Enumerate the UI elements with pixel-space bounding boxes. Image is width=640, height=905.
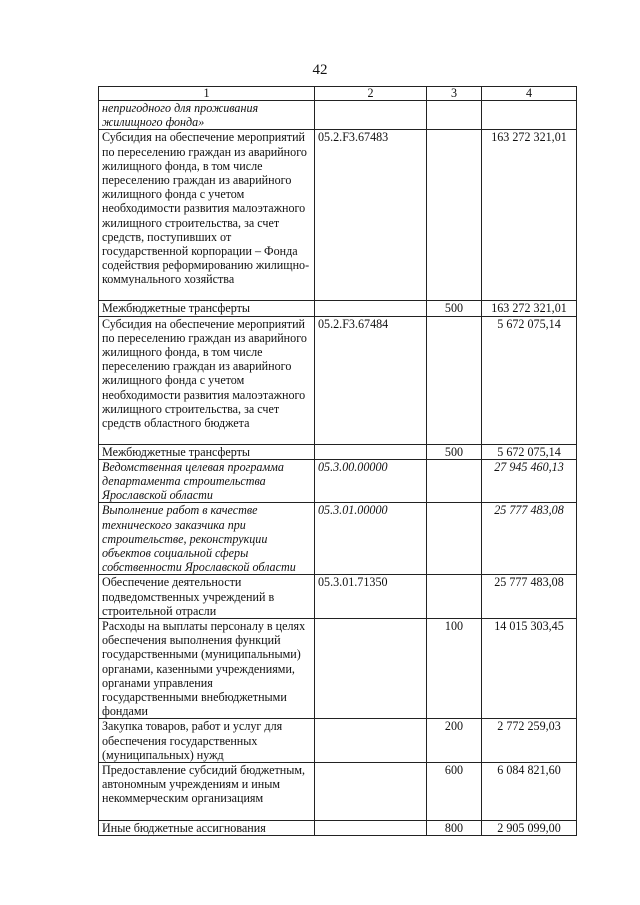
- table-row: [99, 459, 577, 503]
- row-sum: 14 015 303,45: [482, 619, 577, 719]
- row-type: [427, 503, 482, 575]
- row-sum: 5 672 075,14: [482, 444, 577, 459]
- table-row: [99, 763, 577, 821]
- table-row: [99, 316, 577, 444]
- row-type: [427, 575, 482, 619]
- table-row: [99, 301, 577, 316]
- row-name: Субсидия на обеспечение мероприятий по переселению граждан из аварийного жилищного фонда, в том числе переселению граждан из аварийного жилищного фонда с учетом необходимости развития малоэтажного жилищного строительства, за счет средств областного бюджета: [99, 316, 315, 444]
- budget-table: [98, 86, 577, 836]
- row-type: 100: [427, 619, 482, 719]
- row-type: 500: [427, 301, 482, 316]
- table-row: [99, 444, 577, 459]
- row-sum: 6 084 821,60: [482, 763, 577, 821]
- row-code: 05.3.01.00000: [315, 503, 427, 575]
- row-sum: 2 905 099,00: [482, 821, 577, 836]
- row-type: 500: [427, 444, 482, 459]
- row-sum: 2 772 259,03: [482, 719, 577, 763]
- row-name: Ведомственная целевая программа департамента строительства Ярославской области: [99, 459, 315, 503]
- row-code: 05.3.01.71350: [315, 575, 427, 619]
- row-name: Обеспечение деятельности подведомственных учреждений в строительной отрасли: [99, 575, 315, 619]
- row-type: 200: [427, 719, 482, 763]
- row-sum: 5 672 075,14: [482, 316, 577, 444]
- row-name: Межбюджетные трансферты: [99, 444, 315, 459]
- row-code: [315, 101, 427, 130]
- row-sum: 163 272 321,01: [482, 130, 577, 301]
- table-row: [99, 130, 577, 301]
- row-type: 600: [427, 763, 482, 821]
- row-name: Межбюджетные трансферты: [99, 301, 315, 316]
- row-sum: 27 945 460,13: [482, 459, 577, 503]
- row-sum: 163 272 321,01: [482, 301, 577, 316]
- table-row: [99, 503, 577, 575]
- column-header: 4: [482, 87, 577, 101]
- row-code: [315, 763, 427, 821]
- row-code: 05.3.00.00000: [315, 459, 427, 503]
- row-name: Закупка товаров, работ и услуг для обеспечения государственных (муниципальных) нужд: [99, 719, 315, 763]
- row-type: 800: [427, 821, 482, 836]
- row-name: Субсидия на обеспечение мероприятий по переселению граждан из аварийного жилищного фонда, в том числе переселению граждан из аварийного жилищного фонда с учетом необходимости развития малоэтажного жилищного строительства, за счет средств, поступивших от государственной корпорации – Фонда содействия реформированию жилищно-коммунального хозяйства: [99, 130, 315, 301]
- table-row: [99, 575, 577, 619]
- row-sum: [482, 101, 577, 130]
- column-header: 1: [99, 87, 315, 101]
- table-row: [99, 101, 577, 130]
- row-code: [315, 619, 427, 719]
- row-name: Выполнение работ в качестве технического заказчика при строительстве, реконструкции объектов социальной сферы собственности Ярославской области: [99, 503, 315, 575]
- row-type: [427, 316, 482, 444]
- row-sum: 25 777 483,08: [482, 575, 577, 619]
- row-code: 05.2.F3.67483: [315, 130, 427, 301]
- table-row: [99, 821, 577, 836]
- row-code: 05.2.F3.67484: [315, 316, 427, 444]
- row-type: [427, 459, 482, 503]
- row-code: [315, 444, 427, 459]
- row-code: [315, 719, 427, 763]
- row-name: Расходы на выплаты персоналу в целях обеспечения выполнения функций государственными (муниципальными) органами, казенными учреждениями, органами управления государственными внебюджетными фондами: [99, 619, 315, 719]
- row-name: непригодного для проживания жилищного фонда»: [99, 101, 315, 130]
- row-name: Иные бюджетные ассигнования: [99, 821, 315, 836]
- column-header: 2: [315, 87, 427, 101]
- column-header: 3: [427, 87, 482, 101]
- row-code: [315, 301, 427, 316]
- table-row: [99, 719, 577, 763]
- row-code: [315, 821, 427, 836]
- page-number: 42: [312, 62, 328, 78]
- table-row: [99, 619, 577, 719]
- row-type: [427, 130, 482, 301]
- row-sum: 25 777 483,08: [482, 503, 577, 575]
- row-name: Предоставление субсидий бюджетным, автономным учреждениям и иным некоммерческим организациям: [99, 763, 315, 821]
- row-type: [427, 101, 482, 130]
- table-header-row: [99, 87, 577, 101]
